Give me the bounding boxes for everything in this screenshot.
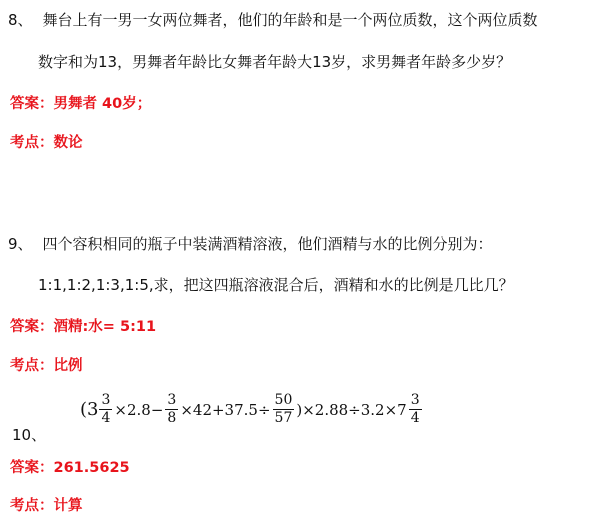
question-9-answer: 答案：酒精:水= 5:11 [10, 319, 157, 335]
question-9-topic: 考点：比例 [10, 358, 83, 374]
fraction-3-denominator: 57 [274, 410, 293, 426]
fraction-1-numerator: 3 [101, 392, 111, 408]
question-10-expression [80, 392, 423, 427]
question-9-line-1 [8, 234, 493, 254]
fraction-4 [410, 392, 421, 427]
expr-open: (3 [80, 399, 99, 420]
fraction-4-denominator: 4 [410, 410, 420, 426]
fraction-4-numerator: 3 [410, 392, 420, 408]
question-10-number: 10、 [12, 426, 47, 444]
fraction-3-numerator: 50 [274, 392, 293, 408]
fraction-1-denominator: 4 [101, 410, 111, 426]
question-9-number: 9、 [8, 235, 33, 253]
fraction-1 [100, 392, 111, 427]
expr-term-2: ×42+37.5÷ [180, 400, 271, 419]
question-10-topic: 考点：计算 [10, 498, 83, 514]
question-8-line-2: 数字和为13，男舞者年龄比女舞者年龄大13岁，求男舞者年龄多少岁？ [38, 53, 512, 71]
question-8-number: 8、 [8, 11, 33, 29]
expr-term-3: )×2.88÷3.2×7 [296, 400, 407, 419]
question-8-topic: 考点：数论 [10, 135, 83, 151]
question-10-answer: 答案：261.5625 [10, 460, 130, 476]
question-9-line-2: 1:1,1:2,1:3,1:5,求，把这四瓶溶液混合后，酒精和水的比例是几比几？ [38, 276, 514, 294]
fraction-2-numerator: 3 [167, 392, 177, 408]
fraction-2-denominator: 8 [167, 410, 177, 426]
fraction-2 [166, 392, 177, 427]
question-8-answer: 答案：男舞者 40岁； [10, 96, 152, 112]
question-8-line-1 [8, 10, 538, 30]
fraction-3 [274, 392, 294, 427]
expr-term-1: ×2.8− [114, 400, 164, 419]
question-9-text-1: 四个容积相同的瓶子中装满酒精溶液，他们酒精与水的比例分别为： [42, 235, 493, 253]
question-8-text-1: 舞台上有一男一女两位舞者，他们的年龄和是一个两位质数，这个两位质数 [42, 11, 538, 29]
